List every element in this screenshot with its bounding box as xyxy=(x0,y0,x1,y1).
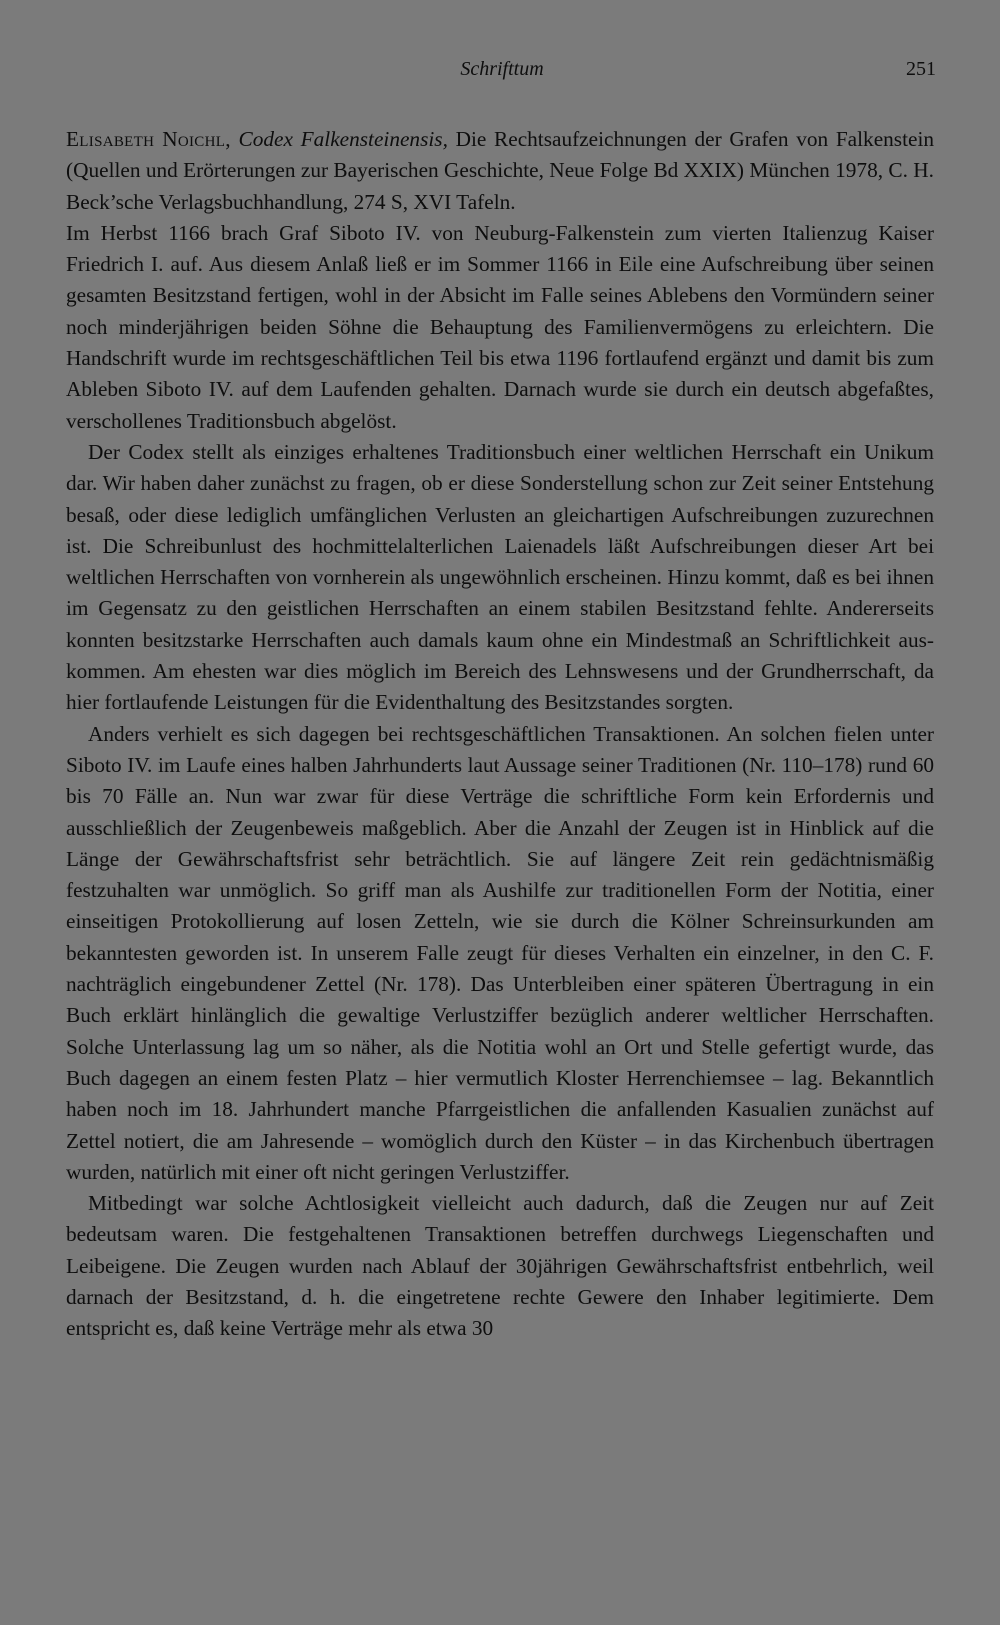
page-number: 251 xyxy=(906,58,936,80)
review-citation: Die Rechtsaufzeichnungen der Grafen von Falkenstein (Quellen und Erörterungen zur Bayerischen Geschichte, Neue Folge Bd XXIX) München 1978, C. H. Beck’sche Verlagsbuchhandlung, 274 S, XVI Tafeln. xyxy=(66,127,935,214)
review-work-title: Codex Falkensteinensis, xyxy=(238,127,448,151)
review-author: Elisabeth Noichl, xyxy=(66,127,231,151)
section-title: Schrifttum xyxy=(460,58,544,80)
review-body xyxy=(66,124,934,1345)
running-head xyxy=(66,54,938,86)
review-heading xyxy=(66,124,934,218)
paragraph-3: Anders verhielt es sich dagegen bei rechtsgeschäftlichen Transaktionen. An solchen fielen unter Siboto IV. im Laufe eines halben Jahrhunderts laut Aussage seiner Traditionen (Nr. 110–178) rund 60 bis 70 Fälle an. Nun war zwar für diese Verträge die schriftliche Form kein Erfordernis und ausschließlich der Zeugenbeweis maßgeblich. Aber die Anzahl der Zeugen ist in Hinblick auf die Länge der Gewährschaftsfrist sehr beträchtlich. Sie auf längere Zeit rein gedächtnismäßig festzuhalten war unmöglich. So griff man als Aushilfe zur traditionellen Form der Notitia, einer einseitigen Protokollierung auf losen Zetteln, wie sie durch die Kölner Schreinsurkunden am bekanntesten geworden ist. In unserem Falle zeugt für dieses Verhalten ein einzelner, in den C. F. nachträglich eingebundener Zettel (Nr. 178). Das Unterbleiben einer späteren Übertragung in ein Buch erklärt hinlänglich die gewaltige Verlustziffer bezüglich anderer weltlicher Herrschaften. Solche Unterlassung lag um so näher, als die Notitia wohl an Ort und Stelle gefertigt wurde, das Buch dagegen an einem festen Platz – hier vermutlich Kloster Herrenchiemsee – lag. Bekanntlich haben noch im 18. Jahrhundert manche Pfarrgeistlichen die anfallenden Kasualien zunächst auf Zettel notiert, die am Jahresende – womöglich durch den Küster – in das Kirchenbuch übertragen wurden, natürlich mit einer oft nicht geringen Verlustziffer. xyxy=(66,721,934,1184)
paragraph-2: Der Codex stellt als einziges erhaltenes Traditionsbuch einer weltlichen Herrschaft ein Unikum dar. Wir haben daher zunächst zu fragen, ob er diese Sonderstellung schon zur Zeit seiner Entstehung besaß, oder diese lediglich umfänglichen Verlusten an gleichartigen Aufschreibungen zuzurechnen ist. Die Schreibunlust des hochmittelalterlichen Laienadels läßt Aufschreibungen dieser Art bei weltlichen Herrschaften von vornherein als ungewöhnlich erscheinen. Hinzu kommt, daß es bei ihnen im Gegensatz zu den geistlichen Herrschaften an einem stabilen Besitzstand fehlte. Andererseits konnten besitzstarke Herrschaften auch damals kaum ohne ein Mindestmaß an Schriftlichkeit auskommen. Am ehesten war dies möglich im Bereich des Lehnswesens und der Grundherrschaft, da hier fortlaufende Leistungen für die Evidenthaltung des Besitzstandes sorgten. xyxy=(66,439,934,715)
paragraph-4: Mitbedingt war solche Achtlosigkeit vielleicht auch dadurch, daß die Zeugen nur auf Zeit bedeutsam waren. Die festgehaltenen Transaktionen betreffen durchwegs Liegenschaften und Leibeigene. Die Zeugen wurden nach Ablauf der 30jährigen Gewährschaftsfrist entbehrlich, weil darnach der Besitzstand, d. h. die eingetretene rechte Gewere den Inhaber legitimierte. Dem entspricht es, daß keine Verträge mehr als etwa 30 xyxy=(66,1191,934,1341)
paragraph-1: Im Herbst 1166 brach Graf Siboto IV. von Neuburg-Falkenstein zum vierten Italienzug Kaiser Friedrich I. auf. Aus diesem Anlaß ließ er im Sommer 1166 in Eile eine Aufschreibung über seinen gesamten Besitzstand fertigen, wohl in der Absicht im Falle seines Ablebens den Vormündern seiner noch minderjährigen beiden Söhne die Behauptung des Familienvermögens zu erleichtern. Die Handschrift wurde im rechtsgeschäftlichen Teil bis etwa 1196 fortlaufend ergänzt und damit bis zum Ableben Siboto IV. auf dem Laufenden gehalten. Darnach wurde sie durch ein deutsch abgefaßtes, verschollenes Traditionsbuch abgelöst. xyxy=(66,220,934,433)
